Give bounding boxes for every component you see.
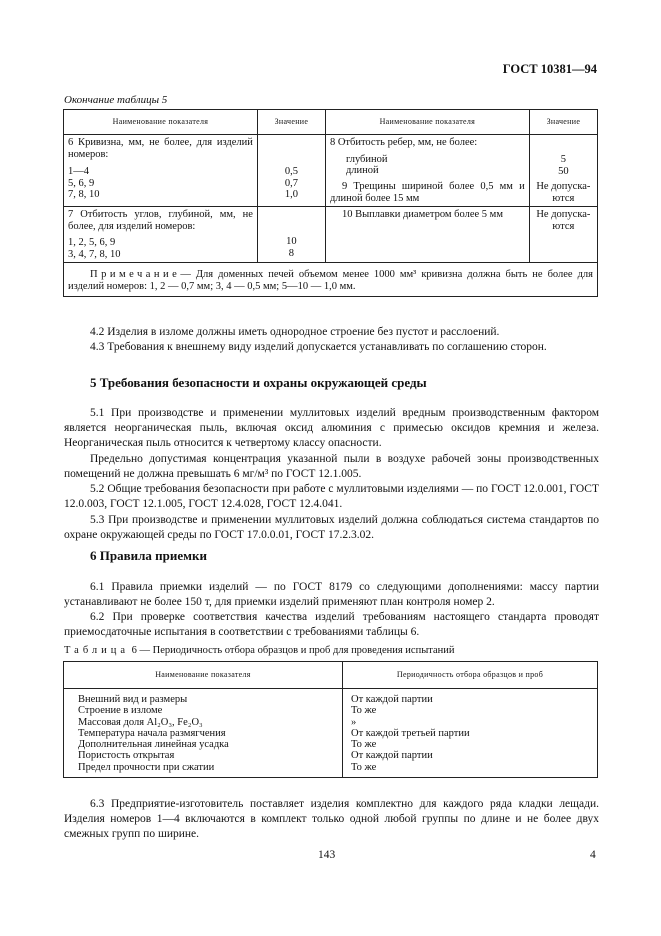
indicator-cracks: 9 Трещины шириной более 0,5 мм и длиной более 15 мм — [329, 181, 525, 204]
table-cell — [64, 135, 258, 207]
paragraph-5-3: 5.3 При производстве и применении муллитовых изделий должна соблюдаться система стандартов по охране окружающей среды по ГОСТ 17.0.0.01, ГОСТ 17.2.3.02. — [64, 514, 599, 541]
paragraph-5-2: 5.2 Общие требования безопасности при работе с муллитовыми изделиями — по ГОСТ 12.0.001, ГОСТ 12.0.003, ГОСТ 12.1.005, ГОСТ 12.4.028, ГОСТ 12.4.041. — [64, 483, 599, 510]
paragraph-4-2: 4.2 Изделия в изломе должны иметь однородное строение без пустот и расслоений. — [90, 326, 500, 338]
table5-caption: Окончание таблицы 5 — [64, 94, 168, 106]
table-cell — [64, 263, 598, 297]
table5-header-name-left: Наименование показателя — [64, 110, 258, 135]
table6 — [63, 661, 598, 778]
paragraph-6-2: 6.2 При проверке соответствия качества изделий требованиям настоящего стандарта проводят приемосдаточные испытания в соответствии с требованиями таблицы 6. — [64, 611, 599, 638]
note-label: Примечание — [90, 269, 181, 280]
table6-indicator-list: Внешний вид и размеры Строение в изломе Массовая доля Al₂O₃, Fe₂O₃ Температура начала размягчения Дополнительная линейная усадка Пористость открытая Предел прочности при сжатии — [78, 694, 229, 773]
document-code: ГОСТ 10381—94 — [502, 62, 597, 76]
indicator-edge-chipping: 8 Отбитость ребер, мм, не более: — [329, 137, 478, 148]
note-text: — Для доменных печей объемом менее 1000 мм³ кривизна должна быть не более для изделий номеров: 1, 2 — 0,7 мм; 3, 4 — 0,5 мм; 5—10 — 1,0 мм. — [68, 269, 593, 292]
paragraph-6-1: 6.1 Правила приемки изделий — по ГОСТ 8179 со следующими дополнениями: массу партии устанавливают не более 150 т, для приемки изделий применяют план контроля номер 2. — [64, 581, 599, 608]
indicator-meltouts-value: Не допуска- ются — [536, 209, 591, 232]
indicator-curvature: 6 Кривизна, мм, не более, для изделий номеров: — [68, 137, 253, 160]
indicator-curvature-items: 1—4 5, 6, 9 7, 8, 10 — [68, 166, 100, 200]
section-5-title: 5 Требования безопасности и охраны окружающей среды — [90, 375, 427, 390]
table-cell — [529, 135, 597, 180]
table-cell — [325, 135, 529, 180]
table-cell — [529, 207, 597, 263]
paragraph-6-3: 6.3 Предприятие-изготовитель поставляет изделия комплектно для каждого ряда кладки лещади. Изделия номеров 1—4 включаются в комплект только одной любой группы по длине и не более двух смежных групп по ширине. — [64, 798, 599, 840]
table6-caption-text: 6 — Периодичность отбора образцов и проб для проведения испытаний — [131, 645, 455, 656]
table5-header-value-right: Значение — [529, 110, 597, 135]
table5-note — [68, 269, 593, 292]
paragraph-5-1: 5.1 При производстве и применении муллитовых изделий вредным производственным фактором является неорганическая пыль, включая оксид алюминия с примесью оксидов кремния и железа. Неорганическая пыль относится к четвертому классу опасности. — [64, 407, 599, 449]
indicator-edge-chipping-values: 5 50 — [558, 154, 569, 177]
table-cell — [257, 207, 325, 263]
paragraph-5-1-continued: Предельно допустимая концентрация указанной пыли в воздухе рабочей зоны производственных помещений не должна превышать 6 мг/м³ по ГОСТ 12.1.005. — [64, 453, 599, 480]
table6-periodicity-list: От каждой партии То же » От каждой третьей партии То же От каждой партии То же — [351, 694, 470, 773]
indicator-corner-chipping: 7 Отбитость углов, глубиной, мм, не более, для изделий номеров: — [68, 209, 253, 232]
indicator-curvature-values: 0,5 0,7 1,0 — [284, 166, 298, 200]
indicator-meltouts: 10 Выплавки диаметром более 5 мм — [341, 209, 503, 220]
table6-caption-label: Таблица — [64, 645, 130, 656]
table-cell — [529, 179, 597, 207]
table5-header-value-left: Значение — [257, 110, 325, 135]
table-cell — [325, 179, 529, 207]
indicator-corner-chipping-items: 1, 2, 5, 6, 9 3, 4, 7, 8, 10 — [68, 237, 121, 260]
indicator-corner-chipping-values: 10 8 — [286, 236, 297, 259]
page-number: 143 — [318, 849, 336, 861]
table-cell — [325, 207, 529, 263]
indicator-cracks-value: Не допуска- ются — [536, 181, 591, 204]
paragraph-4-3: 4.3 Требования к внешнему виду изделий допускается устанавливать по соглашению сторон. — [90, 341, 547, 353]
table-cell — [257, 135, 325, 207]
table5 — [63, 109, 598, 297]
table-cell — [64, 689, 343, 778]
table5-header-name-right: Наименование показателя — [325, 110, 529, 135]
table-cell — [343, 689, 598, 778]
sheet-number: 4 — [590, 849, 596, 861]
table6-header-indicator: Наименование показателя — [64, 662, 343, 689]
table6-caption — [64, 645, 455, 656]
indicator-edge-chipping-items: глубиной длиной — [345, 153, 388, 176]
section-6-title: 6 Правила приемки — [90, 548, 207, 563]
table-cell — [64, 207, 258, 263]
table6-header-periodicity: Периодичность отбора образцов и проб — [343, 662, 598, 689]
